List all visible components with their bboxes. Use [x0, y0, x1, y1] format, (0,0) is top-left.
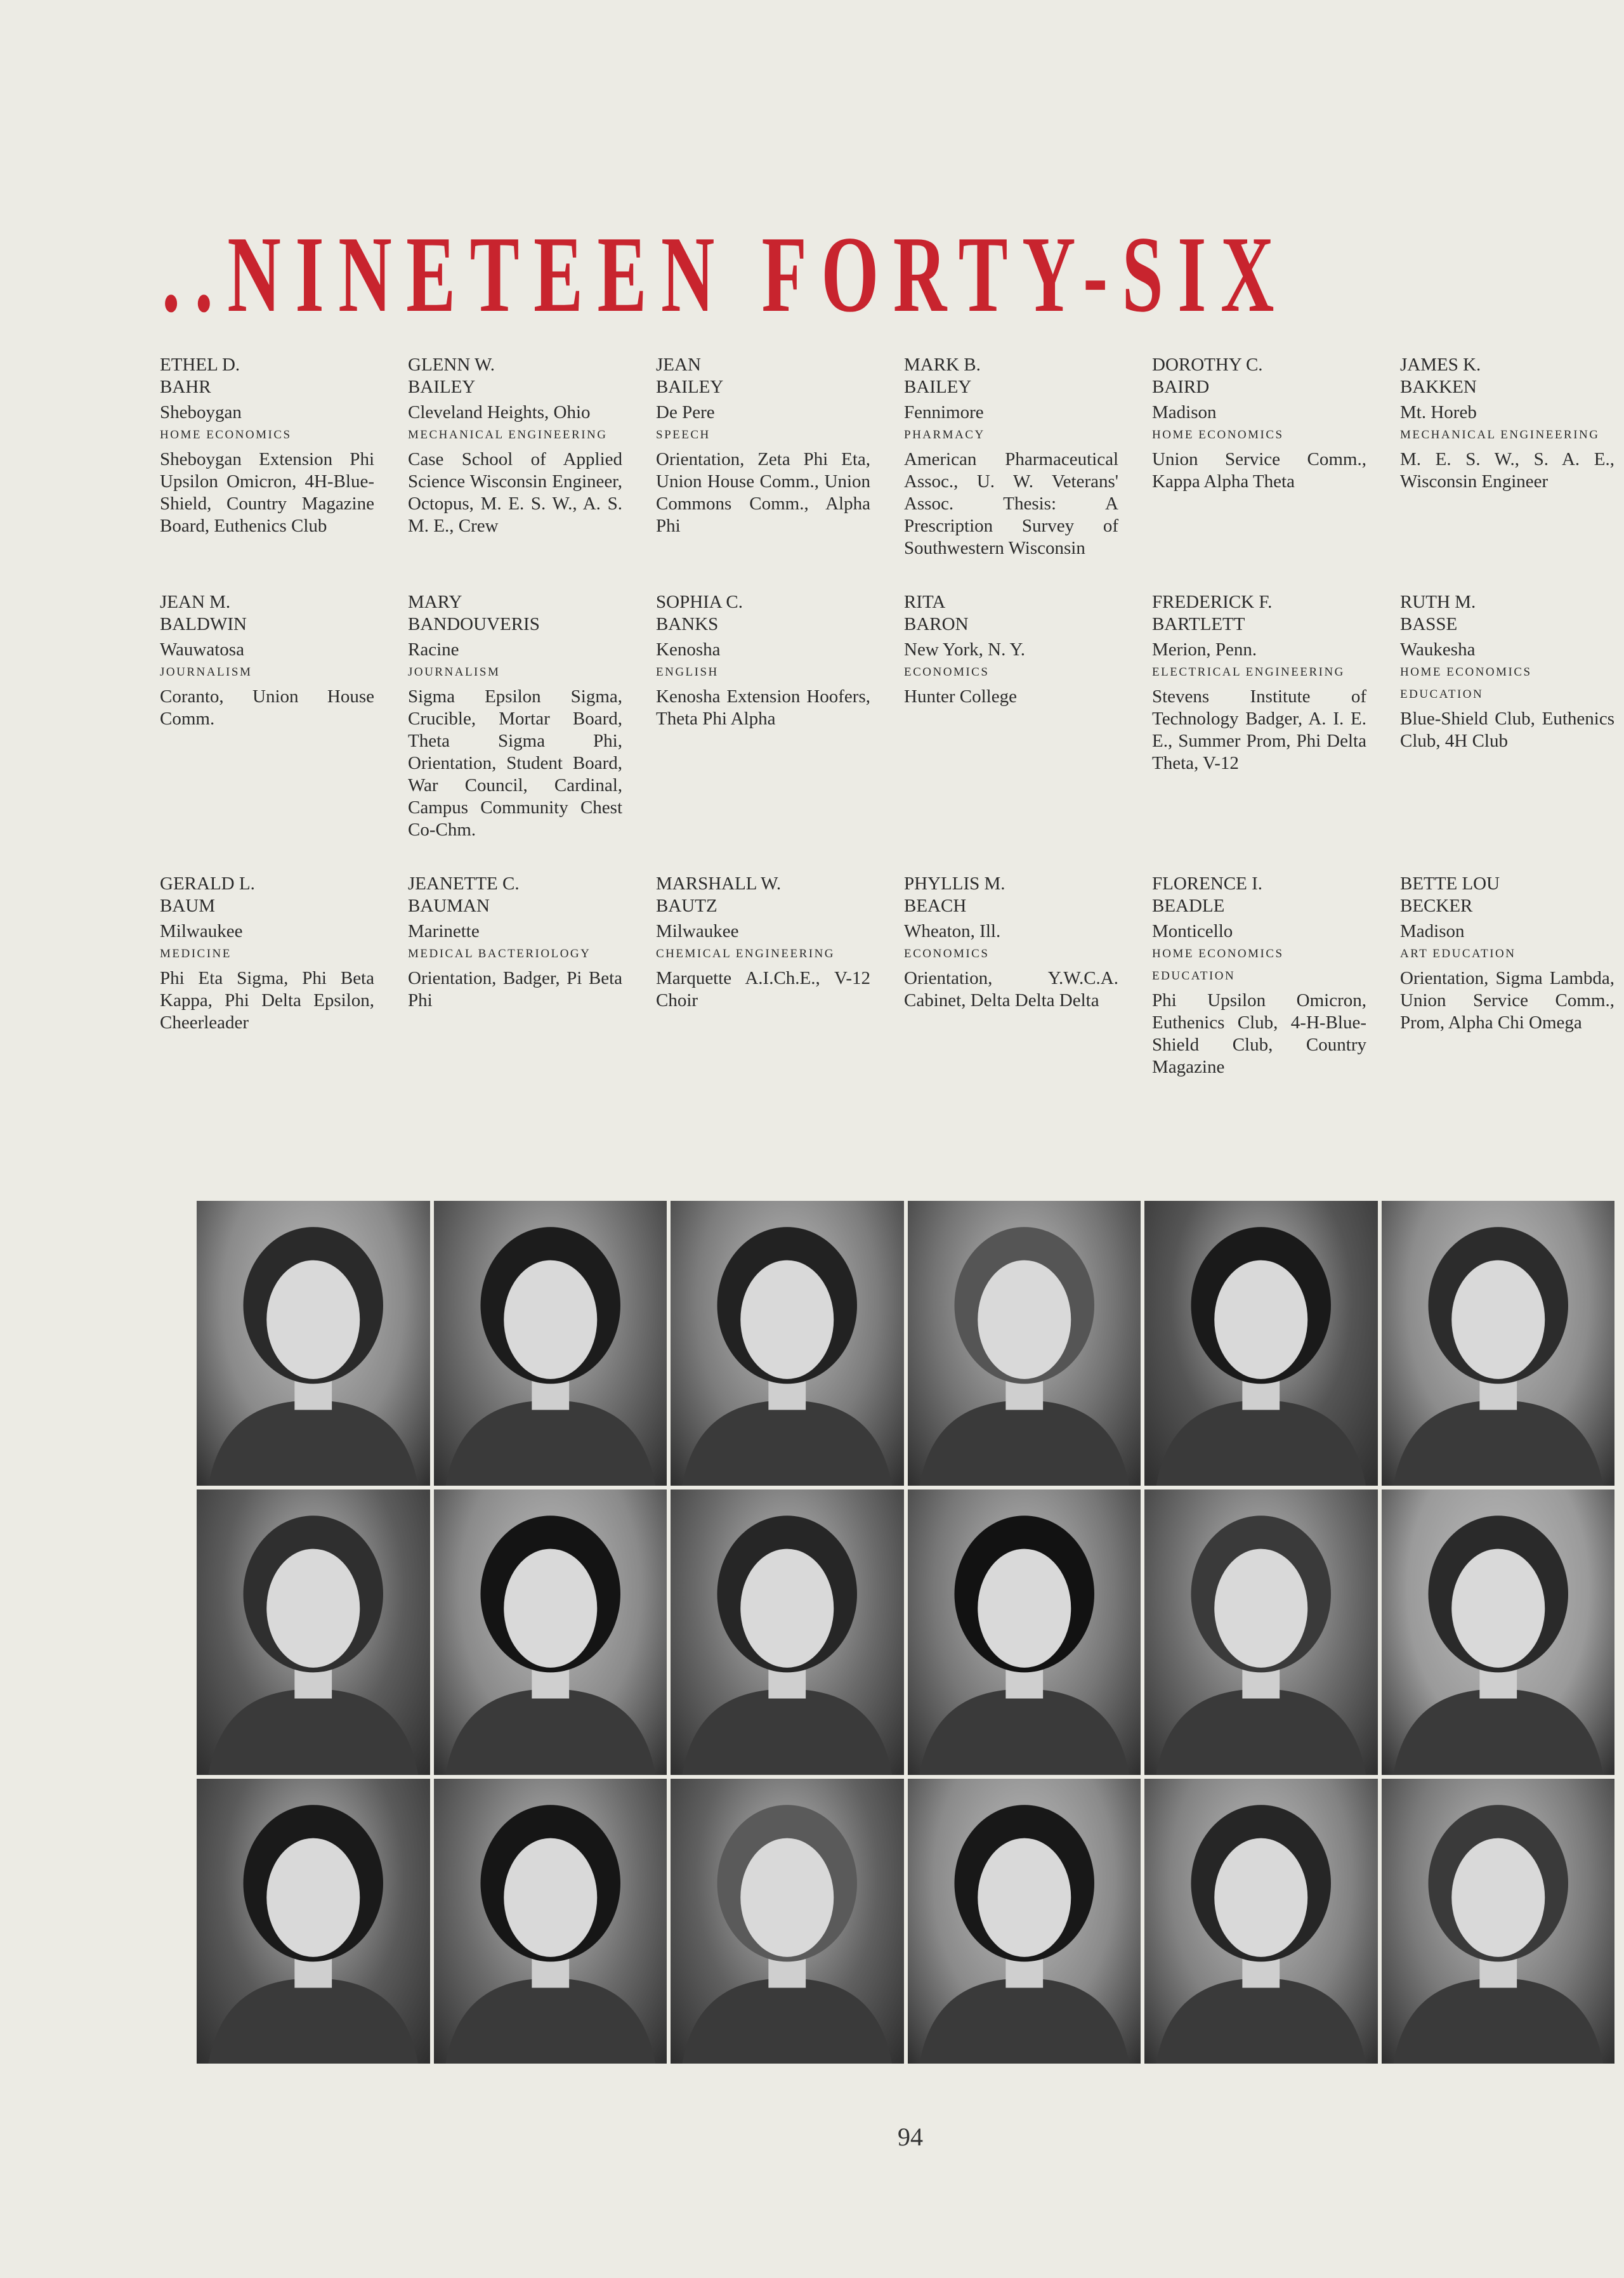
- student-activities: Kenosha Extension Hoofers, Theta Phi Alpha: [656, 686, 870, 729]
- student-entry-becker: [1400, 873, 1614, 1078]
- student-activities: Hunter College: [904, 686, 1017, 707]
- student-first-name: RUTH M.: [1400, 592, 1476, 612]
- student-activities: Union Service Comm., Kappa Alpha Theta: [1152, 449, 1366, 492]
- student-last-name: BAILEY: [656, 377, 724, 397]
- student-activities: Sheboygan Extension Phi Upsilon Omicron, 4H-Blue-Shield, Country Magazine Board, Euthenics Club: [160, 449, 374, 536]
- student-first-name: SOPHIA C.: [656, 592, 743, 612]
- student-hometown: Marinette: [408, 921, 480, 941]
- student-entry-bakken: [1400, 354, 1614, 560]
- student-activities: Orientation, Y.W.C.A. Cabinet, Delta Delta Delta: [904, 968, 1118, 1011]
- student-last-name: BAILEY: [904, 377, 972, 397]
- student-entry-bautz: [656, 873, 870, 1078]
- student-activities: Coranto, Union House Comm.: [160, 686, 374, 729]
- student-last-name: BAUM: [160, 896, 216, 916]
- student-entry-jean-bailey: [656, 354, 870, 560]
- student-entry-bartlett: [1152, 591, 1366, 841]
- student-major: HOME ECONOMICS: [160, 428, 292, 442]
- portrait-bartlett: [1144, 1489, 1378, 1774]
- student-last-name: BANDOUVERIS: [408, 614, 540, 634]
- student-first-name: ETHEL D.: [160, 355, 240, 375]
- student-activities: Orientation, Sigma Lambda, Union Service Comm., Prom, Alpha Chi Omega: [1400, 968, 1614, 1033]
- student-hometown: Mt. Horeb: [1400, 402, 1477, 422]
- student-last-name: BASSE: [1400, 614, 1458, 634]
- student-first-name: GLENN W.: [408, 355, 495, 375]
- portrait-bauman: [434, 1779, 667, 2064]
- student-hometown: Monticello: [1152, 921, 1233, 941]
- student-entry-beadle: [1152, 873, 1366, 1078]
- student-entry-banks: [656, 591, 870, 841]
- portrait-mark-bailey: [908, 1201, 1141, 1486]
- student-major: SPEECH: [656, 428, 710, 442]
- student-first-name: MARSHALL W.: [656, 874, 782, 894]
- student-activities: Case School of Applied Science Wisconsin Engineer, Octopus, M. E. S. W., A. S. M. E., Crew: [408, 449, 622, 536]
- student-last-name: BAHR: [160, 377, 211, 397]
- student-entry-mark-bailey: [904, 354, 1118, 560]
- student-last-name: BEADLE: [1152, 896, 1225, 916]
- page-number: 94: [898, 2123, 923, 2151]
- student-first-name: RITA: [904, 592, 946, 612]
- student-major: ART EDUCATION: [1400, 947, 1516, 960]
- portrait-becker: [1382, 1779, 1615, 2064]
- student-major: JOURNALISM: [408, 665, 501, 679]
- student-activities: Sigma Epsilon Sigma, Crucible, Mortar Board, Theta Sigma Phi, Orientation, Student Board, War Council, Cardinal, Campus Community Chest Co-Chm.: [408, 686, 622, 840]
- student-hometown: Sheboygan: [160, 402, 242, 422]
- student-last-name: BEACH: [904, 896, 967, 916]
- student-hometown: Milwaukee: [656, 921, 739, 941]
- student-last-name: BARTLETT: [1152, 614, 1245, 634]
- student-entry-basse: [1400, 591, 1614, 841]
- student-first-name: FREDERICK F.: [1152, 592, 1273, 612]
- student-first-name: JEAN M.: [160, 592, 231, 612]
- student-last-name: BAILEY: [408, 377, 476, 397]
- student-hometown: Wauwatosa: [160, 639, 244, 660]
- student-major: ECONOMICS: [904, 947, 990, 960]
- student-first-name: JAMES K.: [1400, 355, 1481, 375]
- student-hometown: Racine: [408, 639, 459, 660]
- student-entry-beach: [904, 873, 1118, 1078]
- student-major: JOURNALISM: [160, 665, 252, 679]
- portrait-jean-bailey: [671, 1201, 904, 1486]
- student-first-name: DOROTHY C.: [1152, 355, 1263, 375]
- student-entries: [160, 354, 1619, 1078]
- student-hometown: New York, N. Y.: [904, 639, 1025, 660]
- student-last-name: BALDWIN: [160, 614, 247, 634]
- portrait-baron: [908, 1489, 1141, 1774]
- student-major: MECHANICAL ENGINEERING: [1400, 428, 1600, 442]
- entries-row-3: [160, 873, 1619, 1078]
- student-major: ECONOMICS: [904, 665, 990, 679]
- portrait-bahr: [197, 1201, 430, 1486]
- student-first-name: JEANETTE C.: [408, 874, 520, 894]
- portrait-photo-grid: [197, 1201, 1614, 2064]
- portrait-beach: [908, 1779, 1141, 2064]
- portrait-basse: [1382, 1489, 1615, 1774]
- portrait-banks: [671, 1489, 904, 1774]
- student-major: CHEMICAL ENGINEERING: [656, 947, 835, 960]
- student-hometown: Merion, Penn.: [1152, 639, 1257, 660]
- student-entry-bandouveris: [408, 591, 622, 841]
- student-first-name: PHYLLIS M.: [904, 874, 1005, 894]
- student-first-name: FLORENCE I.: [1152, 874, 1262, 894]
- student-last-name: BARON: [904, 614, 969, 634]
- student-entry-baird: [1152, 354, 1366, 560]
- student-last-name: BAIRD: [1152, 377, 1210, 397]
- student-entry-baum: [160, 873, 374, 1078]
- portrait-bautz: [671, 1779, 904, 2064]
- entries-row-2: [160, 591, 1619, 841]
- student-hometown: Cleveland Heights, Ohio: [408, 402, 591, 422]
- student-first-name: JEAN: [656, 355, 701, 375]
- student-activities: Marquette A.I.Ch.E., V-12 Choir: [656, 968, 870, 1011]
- student-entry-bahr: [160, 354, 374, 560]
- portrait-glenn-bailey: [434, 1201, 667, 1486]
- student-major: MEDICINE: [160, 947, 232, 960]
- student-last-name: BANKS: [656, 614, 719, 634]
- page-heading: ..NINETEEN FORTY-SIX: [162, 214, 1288, 335]
- student-last-name: BAUTZ: [656, 896, 717, 916]
- student-last-name: BECKER: [1400, 896, 1473, 916]
- student-major: ENGLISH: [656, 665, 719, 679]
- portrait-baum: [197, 1779, 430, 2064]
- student-major: MEDICAL BACTERIOLOGY: [408, 947, 591, 960]
- student-major: HOME ECONOMICS EDUCATION: [1152, 947, 1284, 983]
- portrait-bandouveris: [434, 1489, 667, 1774]
- student-hometown: Fennimore: [904, 402, 984, 422]
- student-major: HOME ECONOMICS: [1152, 428, 1284, 442]
- student-activities: Phi Eta Sigma, Phi Beta Kappa, Phi Delta Epsilon, Cheerleader: [160, 968, 374, 1033]
- student-last-name: BAUMAN: [408, 896, 490, 916]
- student-first-name: GERALD L.: [160, 874, 255, 894]
- student-entry-baron: [904, 591, 1118, 841]
- student-hometown: Madison: [1400, 921, 1465, 941]
- student-activities: Blue-Shield Club, Euthenics Club, 4H Club: [1400, 709, 1614, 751]
- student-major: PHARMACY: [904, 428, 985, 442]
- entries-row-1: [160, 354, 1619, 560]
- student-activities: Phi Upsilon Omicron, Euthenics Club, 4-H-Blue-Shield Club, Country Magazine: [1152, 990, 1366, 1077]
- student-activities: M. E. S. W., S. A. E., Wisconsin Engineer: [1400, 449, 1614, 492]
- student-hometown: Milwaukee: [160, 921, 243, 941]
- student-first-name: MARK B.: [904, 355, 981, 375]
- student-first-name: MARY: [408, 592, 462, 612]
- student-hometown: De Pere: [656, 402, 715, 422]
- student-entry-bauman: [408, 873, 622, 1078]
- portrait-beadle: [1144, 1779, 1378, 2064]
- student-activities: Orientation, Zeta Phi Eta, Union House Comm., Union Commons Comm., Alpha Phi: [656, 449, 870, 536]
- student-hometown: Kenosha: [656, 639, 721, 660]
- student-activities: Orientation, Badger, Pi Beta Phi: [408, 968, 622, 1011]
- student-hometown: Wheaton, Ill.: [904, 921, 1001, 941]
- student-hometown: Madison: [1152, 402, 1217, 422]
- student-last-name: BAKKEN: [1400, 377, 1477, 397]
- portrait-baird: [1144, 1201, 1378, 1486]
- student-entry-glenn-bailey: [408, 354, 622, 560]
- student-first-name: BETTE LOU: [1400, 874, 1500, 894]
- student-major: MECHANICAL ENGINEERING: [408, 428, 608, 442]
- student-major: HOME ECONOMICS EDUCATION: [1400, 665, 1532, 701]
- student-activities: Stevens Institute of Technology Badger, A. I. E. E., Summer Prom, Phi Delta Theta, V-12: [1152, 686, 1366, 773]
- student-major: ELECTRICAL ENGINEERING: [1152, 665, 1345, 679]
- student-entry-baldwin: [160, 591, 374, 841]
- portrait-bakken: [1382, 1201, 1615, 1486]
- student-activities: American Pharmaceutical Assoc., U. W. Veterans' Assoc. Thesis: A Prescription Survey of Southwestern Wisconsin: [904, 449, 1118, 558]
- portrait-baldwin: [197, 1489, 430, 1774]
- student-hometown: Waukesha: [1400, 639, 1476, 660]
